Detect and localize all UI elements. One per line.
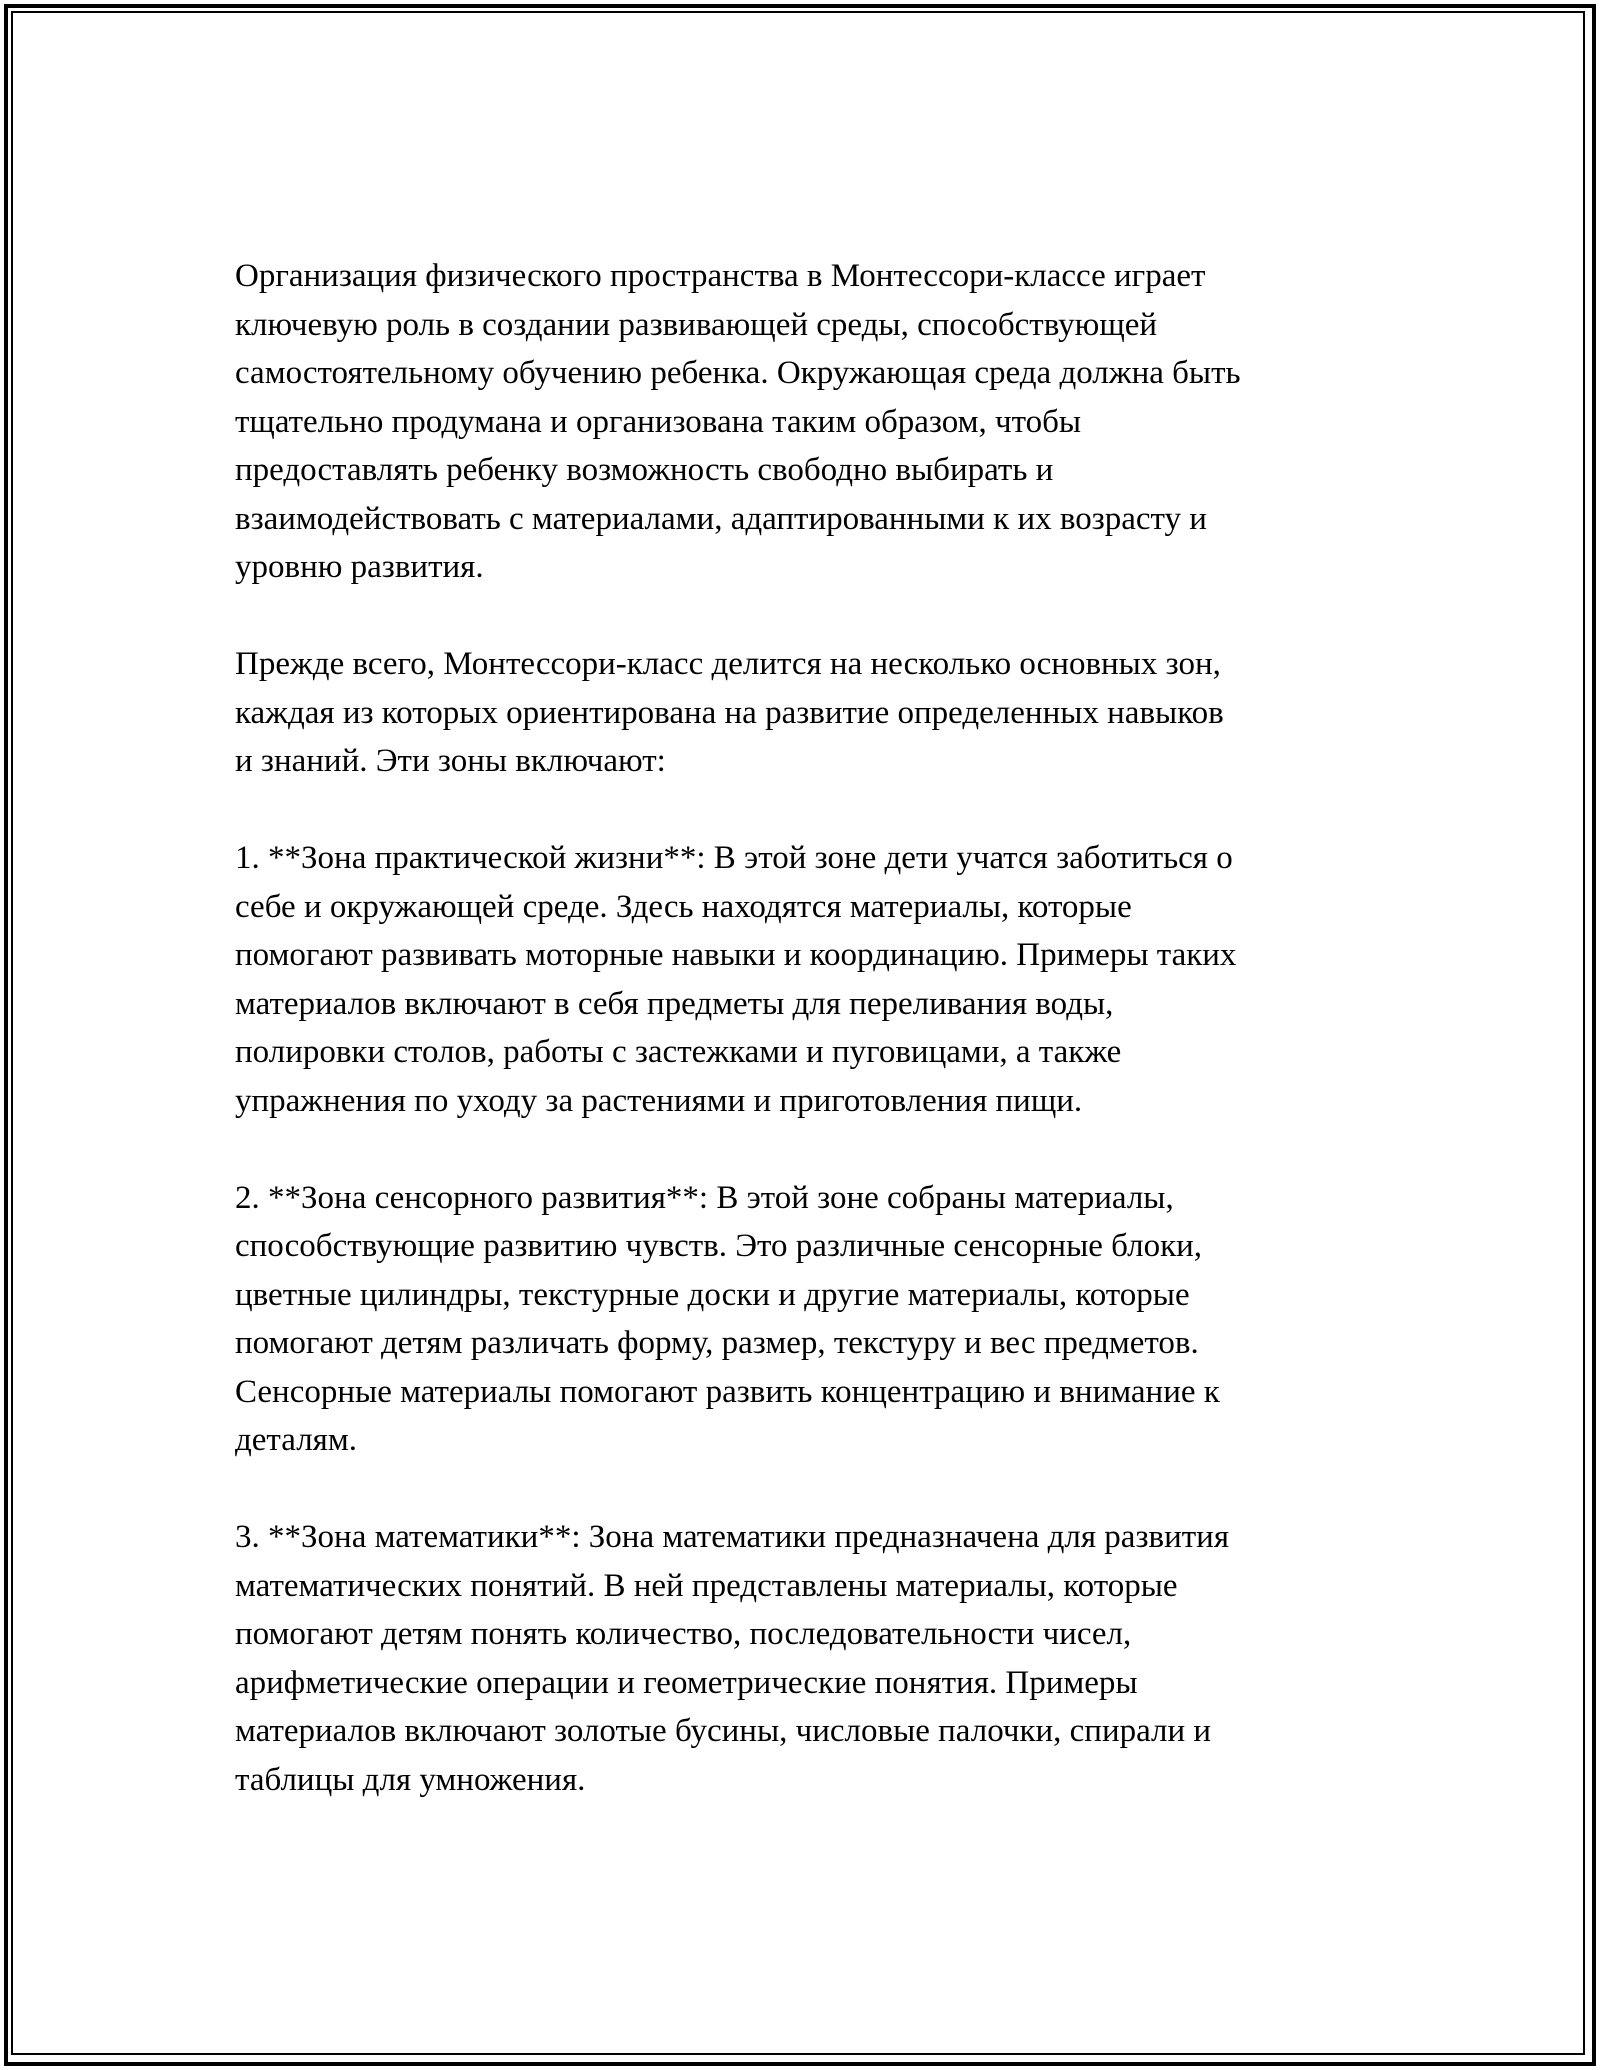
list-item-sensorial-zone: 2. **Зона сенсорного развития**: В этой зоне собраны материалы, способствующие развитию чувств. Это различные сенсорные блоки, цветные цилиндры, текстурные доски и другие материалы, которые помогают детям различать форму, размер, текстуру и вес предметов. Сенсорные материалы помогают развить концентрацию и внимание к деталям. [235,1179,1220,1458]
list-item-math-zone: 3. **Зона математики**: Зона математики предназначена для развития математических понятий. В ней представлены материалы, которые помогают детям понять количество, последовательности чисел, арифметические операции и геометрические понятия. Примеры материалов включают золотые бусины, числовые палочки, спирали и таблицы для умножения. [235,1519,1229,1798]
paragraph-intro: Организация физического пространства в Монтессори-классе играет ключевую роль в создании развивающей среды, способствующей самостоятельному обучению ребенка. Окружающая среда должна быть тщательно продумана и организована таким образом, чтобы предоставлять ребенку возможность свободно выбирать и взаимодействовать с материалами, адаптированными к их возрасту и уровню развития. [235,258,1241,585]
list-item-practical-life-zone: 1. **Зона практической жизни**: В этой зоне дети учатся заботиться о себе и окружающей среде. Здесь находятся материалы, которые помогают развивать моторные навыки и координацию. Примеры таких материалов включают в себя предметы для переливания воды, полировки столов, работы с застежками и пуговицами, а также упражнения по уходу за растениями и приготовления пищи. [235,840,1237,1119]
document-body [235,252,1375,1853]
paragraph-zones-overview: Прежде всего, Монтессори-класс делится на несколько основных зон, каждая из которых ориентирована на развитие определенных навыков и знаний. Эти зоны включают: [235,646,1224,779]
